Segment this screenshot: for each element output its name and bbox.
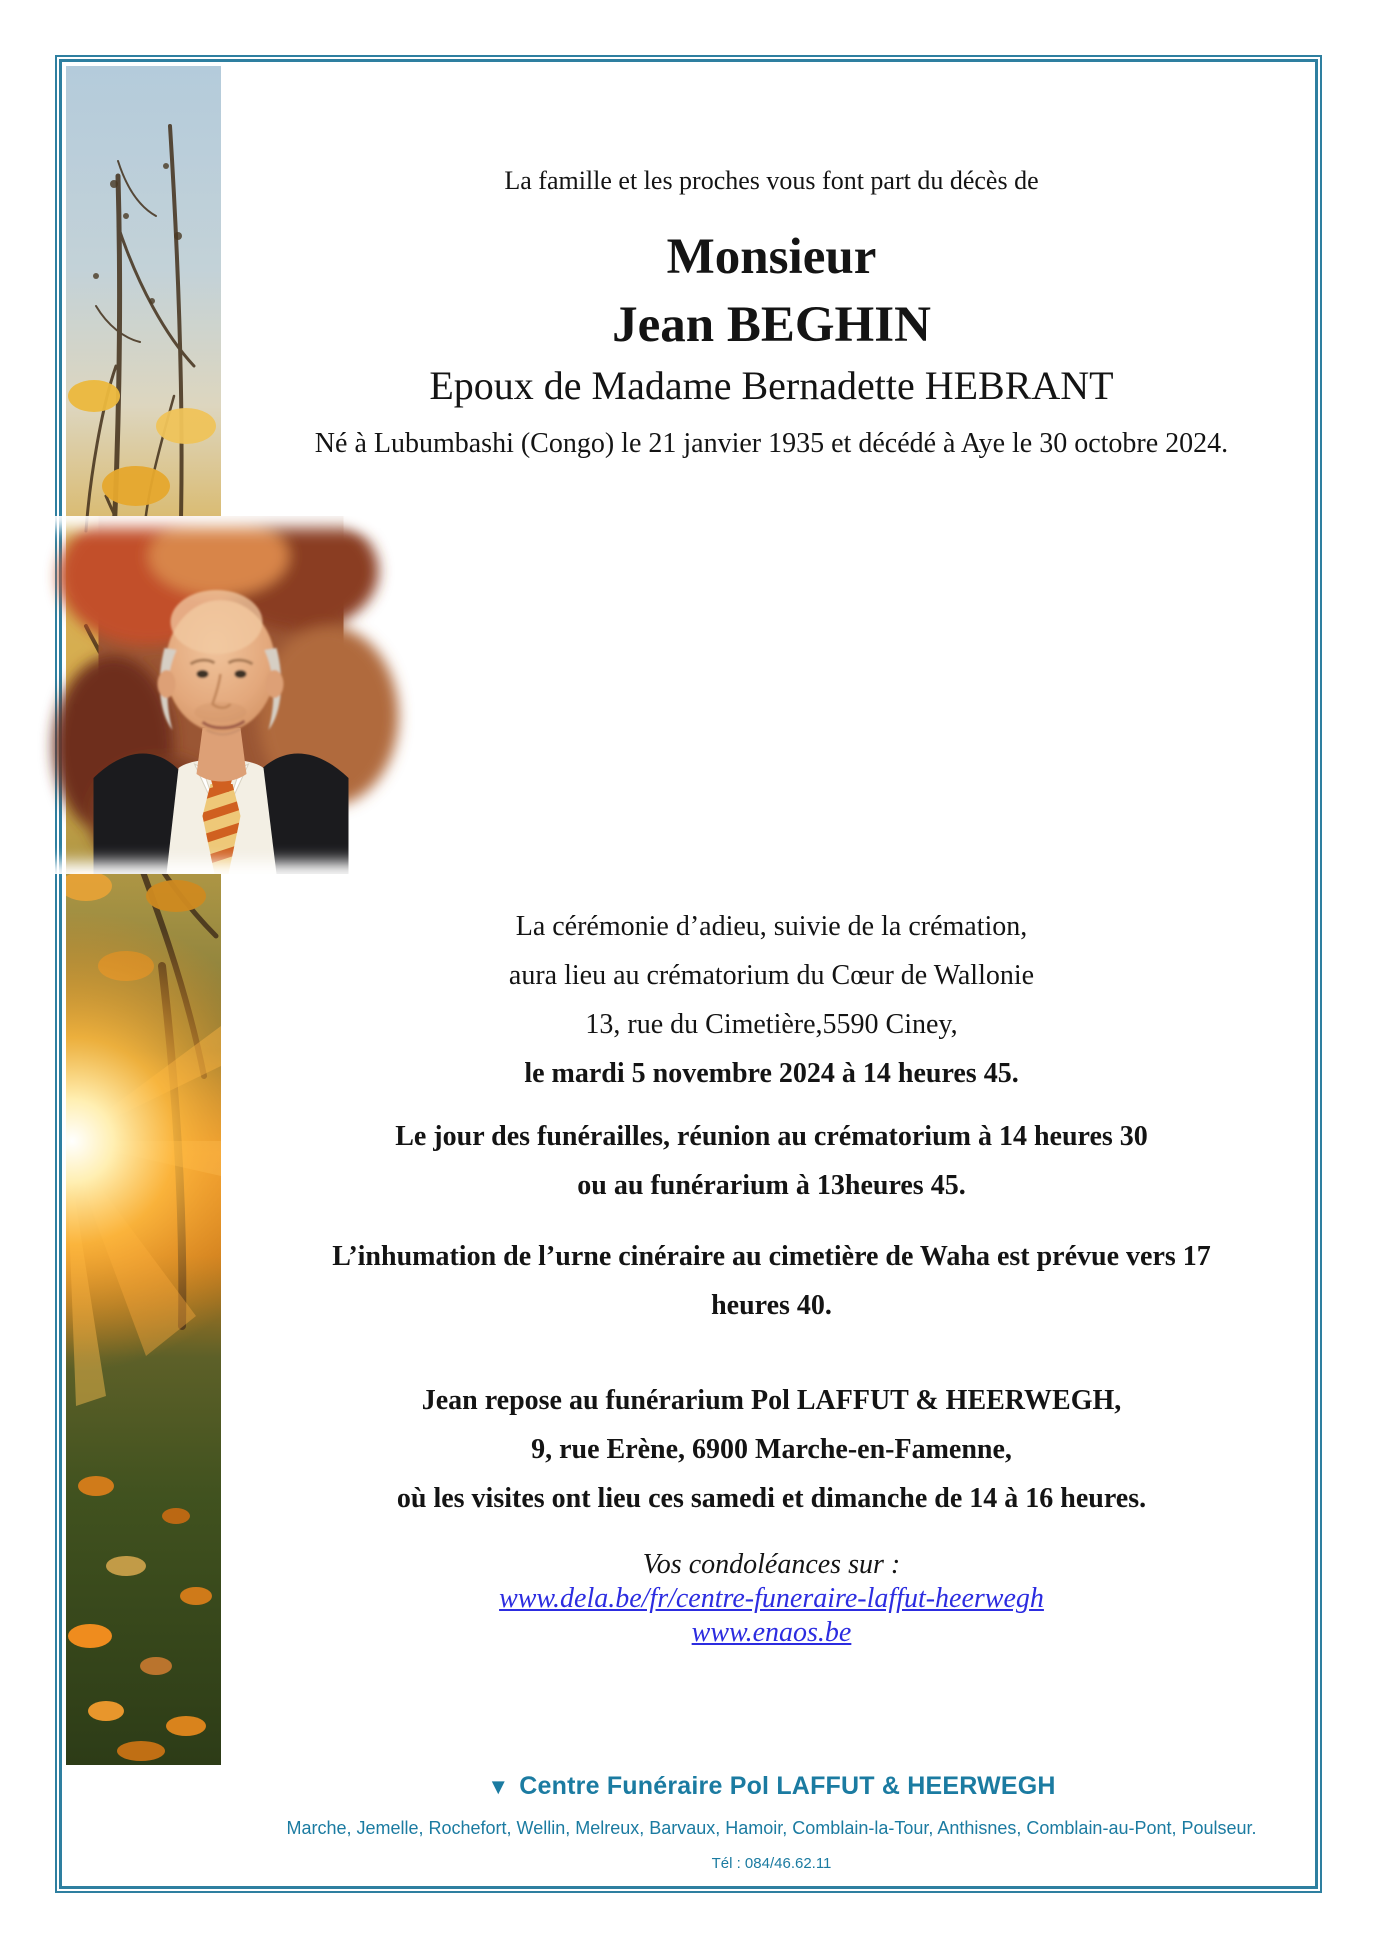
repose-line-2: 9, rue Erène, 6900 Marche-en-Famenne, bbox=[531, 1434, 1012, 1465]
condolence-link-enaos[interactable]: www.enaos.be bbox=[691, 1617, 852, 1648]
portrait-graphic bbox=[0, 516, 772, 874]
funeral-day-line-2: ou au funérarium à 13heures 45. bbox=[577, 1170, 966, 1201]
funeral-home-footer bbox=[221, 1772, 1322, 1872]
funeral-home-name: Centre Funéraire Pol LAFFUT & HEERWEGH bbox=[519, 1772, 1056, 1800]
deceased-title: Monsieur bbox=[666, 229, 877, 285]
repose-paragraph bbox=[221, 1376, 1322, 1523]
funeral-home-logo-icon: ▼ bbox=[487, 1774, 510, 1799]
deceased-name: Jean BEGHIN bbox=[612, 297, 931, 353]
condolences-label: Vos condoléances sur : bbox=[642, 1549, 901, 1580]
ceremony-line-2: aura lieu au crématorium du Cœur de Wallonie bbox=[508, 960, 1035, 991]
portrait-photo bbox=[0, 516, 772, 874]
funeral-day-line-1: Le jour des funérailles, réunion au crématorium à 14 heures 30 bbox=[395, 1121, 1148, 1152]
announcement-content bbox=[221, 0, 1322, 1949]
repose-line-3: où les visites ont lieu ces samedi et dimanche de 14 à 16 heures. bbox=[396, 1483, 1147, 1514]
ceremony-paragraph bbox=[221, 902, 1322, 1098]
condolence-link-dela[interactable]: www.dela.be/fr/centre-funeraire-laffut-heerwegh bbox=[499, 1583, 1044, 1614]
funeral-home-name-row bbox=[221, 1772, 1322, 1801]
funeral-day-paragraph bbox=[221, 1112, 1322, 1210]
inhumation-paragraph bbox=[221, 1232, 1322, 1330]
ceremony-line-4: le mardi 5 novembre 2024 à 14 heures 45. bbox=[524, 1058, 1019, 1089]
inhumation-line-1: L’inhumation de l’urne cinéraire au cimetière de Waha est prévue vers 17 bbox=[332, 1241, 1211, 1272]
autumn-trees-photo bbox=[66, 66, 221, 1765]
autumn-photo-graphic bbox=[66, 66, 221, 1765]
funeral-home-locations: Marche, Jemelle, Rochefort, Wellin, Melreux, Barvaux, Hamoir, Comblain-la-Tour, Anthisnes, Comblain-au-Pont, Poulseur. bbox=[286, 1818, 1257, 1838]
funeral-home-phone: Tél : 084/46.62.11 bbox=[711, 1855, 832, 1872]
condolences-block bbox=[221, 1548, 1322, 1650]
intro-line: La famille et les proches vous font part du décès de bbox=[504, 166, 1039, 195]
ceremony-line-3: 13, rue du Cimetière,5590 Ciney, bbox=[585, 1009, 958, 1040]
inhumation-line-2: heures 40. bbox=[711, 1290, 832, 1321]
birth-death-line: Né à Lubumbashi (Congo) le 21 janvier 1935 et décédé à Aye le 30 octobre 2024. bbox=[314, 428, 1229, 459]
spouse-line: Epoux de Madame Bernadette HEBRANT bbox=[429, 363, 1114, 408]
ceremony-line-1: La cérémonie d’adieu, suivie de la crémation, bbox=[515, 911, 1028, 942]
repose-line-1: Jean repose au funérarium Pol LAFFUT & HEERWEGH, bbox=[421, 1385, 1122, 1416]
